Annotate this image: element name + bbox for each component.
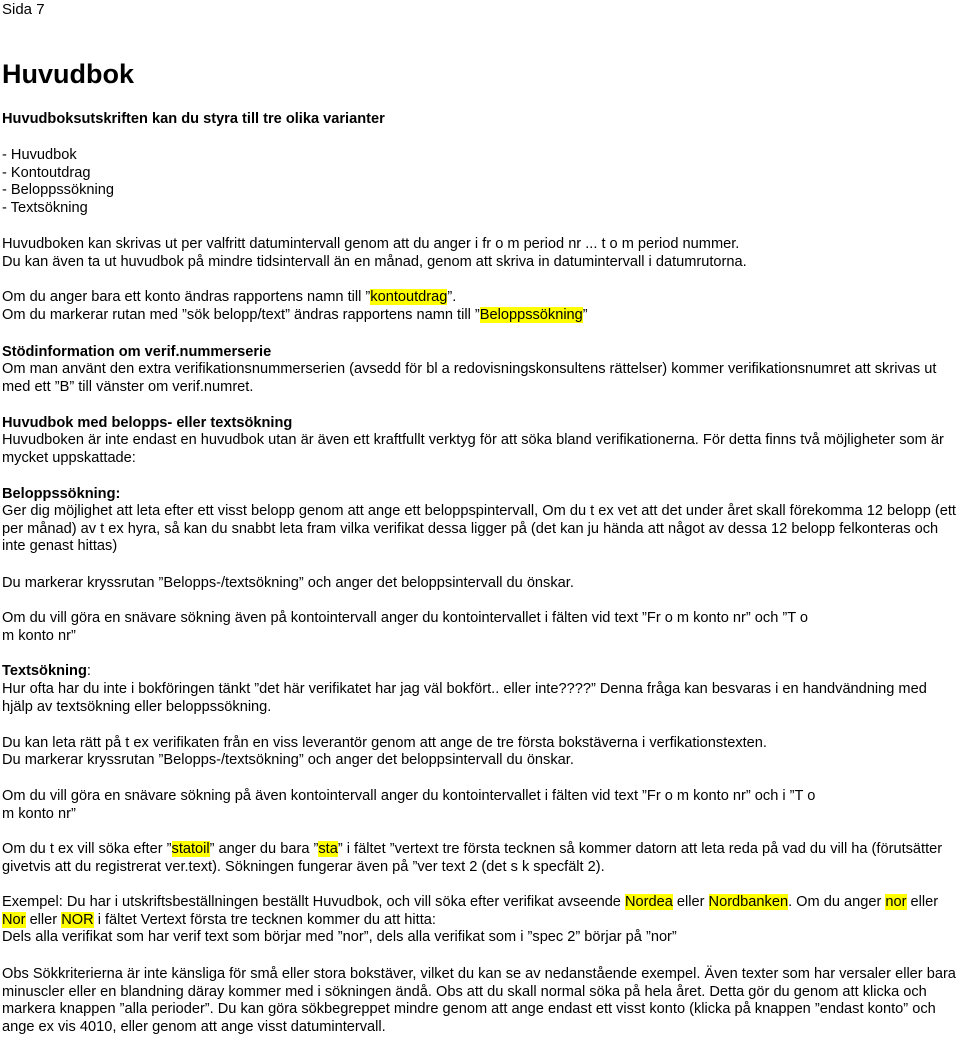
paragraph-belopp-mark: Du markerar kryssrutan ”Belopps-/textsökning” och anger det beloppsintervall du önskar. [2,575,574,591]
paragraph-textsokning: Hur ofta har du inte i bokföringen tänkt ”det här verifikatet har jag väl bokfört.. eller inte????” Denna fråga kan besvaras i en handvändning med hjälp av textsökning eller beloppssökning. [2,681,927,715]
list-item: - Kontoutdrag [2,164,91,181]
paragraph-date-interval: Du kan även ta ut huvudbok på mindre tidsintervall än en månad, genom att skriva in datumintervall i datumrutorna. [2,254,747,270]
page-title: Huvudbok [2,59,134,89]
highlight-kontoutdrag: kontoutdrag [370,289,448,305]
highlight-nor-capital: Nor [2,911,26,928]
text-run: Om du anger bara ett konto ändras rapportens namn till ” [2,289,371,305]
paragraph-obs: Obs Sökkriterierna är inte känsliga för små eller stora bokstäver, vilket du kan se av nedanstående exempel. Även texter som har versaler eller bara minuscler eller en blandning däray kommer med i sökningen ändå. Obs att du skall normal söka på hela året. Detta gör du genom att klicka och markera knappen ”alla perioder”. Du kan göra sökbegreppet mindre genom att ange endast ett visst konto (klicka på knappen ”endast konto” och ange ex vis 4010, eller genom att ange visst datumintervall. [2,966,956,1035]
paragraph-beloppssokning-desc: Ger dig möjlighet att leta efter ett visst belopp genom att ange ett beloppspintervall, Om du t ex vet att det under året skall förekomma 12 belopp (ett per månad) av t ex hyra, så kan du snabbt leta fram vilka verifikat dessa ligger på (det kan ju hända att något av dessa 12 belopp felkonteras och inte genast hittas) [2,503,956,554]
paragraph-kontoutdrag [2,289,960,307]
paragraph-exempel [2,894,960,947]
page-number: Sida 7 [2,1,45,18]
highlight-statoil: statoil [171,841,210,857]
variant-list [2,147,960,217]
paragraph-leverantor: Du kan leta rätt på t ex verifikaten från en viss leverantör genom att ange de tre första bokstäverna i verfikationstexten. [2,735,767,751]
highlight-nor-upper: NOR [61,911,94,928]
section-heading-stodinformation: Stödinformation om verif.nummerserie [2,344,272,360]
text-run: . Om du anger [788,894,886,910]
paragraph-period: Huvudboken kan skrivas ut per valfritt datumintervall genom att du anger i fr o m period nr ... t o m period nummer. [2,236,740,252]
highlight-beloppssokning: Beloppssökning [479,307,583,323]
text-run: Textsökning [2,663,87,679]
text-run: eller [672,894,709,910]
text-run: eller [906,894,939,910]
paragraph-huvudbok-sokning: Huvudboken är inte endast en huvudbok utan är även ett kraftfullt verktyg för att söka bland verifikationerna. För detta finns två möjligheter som är mycket uppskattade: [2,432,944,466]
section-heading-huvudbok-sokning: Huvudbok med belopps- eller textsökning [2,415,293,431]
text-run: ” anger du bara ” [209,841,319,857]
text-run: ” i fältet ”vertext tre första tecknen så kommer datorn att leta reda på vad du vill ha (förutsätter givetvis att du registrerat ver.text). Sökningen fungerar även på ”ver text 2 (det s k specfält 2). [2,841,943,875]
text-run: Om du t ex vill söka efter ” [2,841,172,857]
paragraph-statoil [2,841,960,876]
list-item: - Huvudbok [2,147,77,163]
text-run: i fältet Vertext första tre tecknen kommer du att hitta: [93,911,436,928]
text-run: eller [25,911,62,928]
list-item: - Beloppssökning [2,182,114,198]
section-heading-beloppssokning: Beloppssökning: [2,486,121,502]
text-run: ” [582,307,588,323]
paragraph-beloppssokning [2,307,960,325]
highlight-nordea: Nordea [624,894,673,910]
section-heading-textsokning [2,663,960,681]
intro-heading: Huvudboksutskriften kan du styra till tre olika varianter [2,111,385,127]
text-run: Exempel: Du har i utskriftsbeställningen beställt Huvudbok, och vill söka efter verifikat avseende [2,894,625,910]
text-run: Om du markerar rutan med ”sök belopp/text” ändras rapportens namn till ” [2,307,480,323]
text-run: : [86,663,91,679]
text-run: ”. [447,289,457,305]
highlight-sta: sta [318,841,338,857]
paragraph-text-konto: Om du vill göra en snävare sökning på även kontointervall anger du kontointervallet i fälten vid text ”Fr o m konto nr” och i ”T o m konto nr” [2,788,816,822]
paragraph-text-mark: Du markerar kryssrutan ”Belopps-/textsökning” och anger det beloppsintervall du önskar. [2,752,574,768]
highlight-nor-lower: nor [885,894,907,910]
highlight-nordbanken: Nordbanken [708,894,789,910]
list-item: - Textsökning [2,199,88,216]
paragraph-stodinformation: Om man använt den extra verifikationsnummerserien (avsedd för bl a redovisningskonsultens rättelser) kommer verifikationsnumret att skrivas ut med ett ”B” till vänster om verif.numret. [2,361,937,395]
text-run: Dels alla verifikat som har verif text som börjar med ”nor”, dels alla verifikat som i ”spec 2” börjar på ”nor” [2,929,677,945]
paragraph-belopp-konto: Om du vill göra en snävare sökning även på kontointervall anger du kontointervallet i fälten vid text ”Fr o m konto nr” och ”T o m konto nr” [2,610,809,644]
